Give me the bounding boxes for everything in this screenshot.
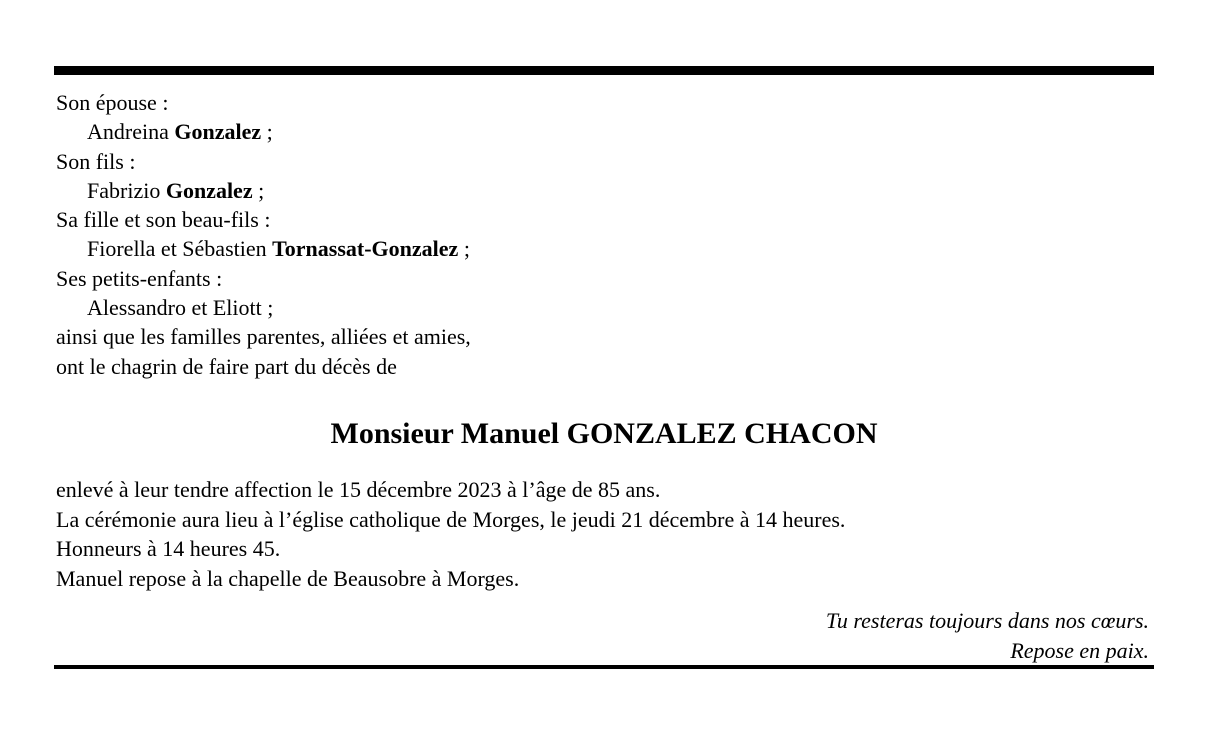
given-name: Fabrizio <box>87 177 166 203</box>
relation-daughter: Sa fille et son beau-fils : <box>56 207 271 233</box>
member-spouse <box>56 117 1154 146</box>
detail-line: Manuel repose à la chapelle de Beausobre à Morges. <box>56 565 520 591</box>
top-rule <box>54 66 1154 75</box>
given-name: Fiorella et Sébastien <box>87 236 273 262</box>
relation-grandchildren: Ses petits-enfants : <box>56 265 223 291</box>
punctuation: ; <box>261 119 273 145</box>
punctuation: ; <box>252 177 265 203</box>
given-name: Alessandro et Eliott ; <box>87 295 274 321</box>
detail-line: enlevé à leur tendre affection le 15 décembre 2023 à l’âge de 85 ans. <box>56 476 661 502</box>
surname: Tornassat-Gonzalez <box>272 236 459 262</box>
details-block <box>54 475 1154 593</box>
member-grandchildren <box>56 293 1154 322</box>
punctuation: ; <box>458 236 470 262</box>
given-name: Andreina <box>87 119 175 145</box>
detail-line: Honneurs à 14 heures 45. <box>56 536 281 562</box>
intro-line: ont le chagrin de faire part du décès de <box>56 353 397 379</box>
closing-message <box>826 606 1149 666</box>
surname: Gonzalez <box>165 177 253 203</box>
relation-spouse: Son épouse : <box>56 90 169 115</box>
member-son <box>56 176 1154 205</box>
family-list <box>54 88 1154 381</box>
obituary-notice <box>54 66 1154 593</box>
deceased-name: Monsieur Manuel GONZALEZ CHACON <box>330 416 878 450</box>
closing-line: Repose en paix. <box>1010 638 1149 663</box>
detail-line: La cérémonie aura lieu à l’église catholique de Morges, le jeudi 21 décembre à 14 heures. <box>56 506 846 532</box>
relation-son: Son fils : <box>56 148 136 174</box>
bottom-rule <box>54 665 1154 669</box>
member-daughter <box>56 234 1154 263</box>
intro-line: ainsi que les familles parentes, alliées et amies, <box>56 324 471 350</box>
closing-line: Tu resteras toujours dans nos cœurs. <box>825 608 1149 633</box>
surname: Gonzalez <box>174 119 262 145</box>
